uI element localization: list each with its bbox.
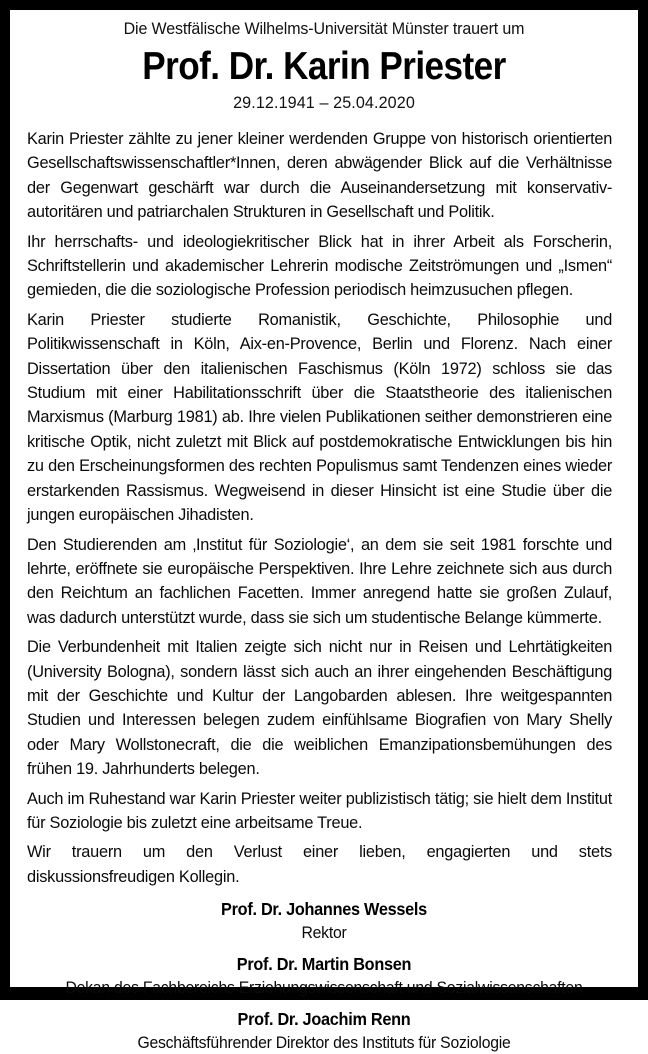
- signatory-role: Rektor: [301, 923, 347, 943]
- body-paragraph: Karin Priester zählte zu jener kleiner werdenden Gruppe von historisch orientierten Gesellschaftswissenschaftler*Innen, deren abwägender Blick auf die Verhältnisse der Gegenwart geschärft war durch die Auseinandersetzung mit konservativ-autoritären und patriarchalen Strukturen in Gesellschaft und Politik.: [27, 129, 613, 222]
- deceased-name: Prof. Dr. Karin Priester: [142, 45, 506, 88]
- obituary-body: [27, 127, 621, 889]
- mourning-institution-line: Die Westfälische Wilhelms-Universität Münster trauert um: [123, 20, 525, 38]
- signatory-role: Dekan des Fachbereichs Erziehungswissenschaft und Sozialwissenschaften: [65, 978, 583, 998]
- life-dates: 29.12.1941 – 25.04.2020: [233, 93, 415, 112]
- signatory-name: Prof. Dr. Joachim Renn: [237, 1009, 411, 1030]
- signatory-name: Prof. Dr. Martin Bonsen: [236, 954, 412, 975]
- signature-block: [27, 898, 621, 944]
- body-paragraph: Auch im Ruhestand war Karin Priester weiter publizistisch tätig; sie hielt dem Institut für Soziologie bis zuletzt eine arbeitsame Treue.: [27, 788, 613, 832]
- signatory-role: Geschäftsführender Direktor des Instituts für Soziologie: [137, 1033, 511, 1053]
- body-paragraph: Ihr herrschafts- und ideologiekritischer Blick hat in ihrer Arbeit als Forscherin, Schriftstellerin und akademischer Lehrerin modische Zeitströmungen und „Ismen“ gemieden, die die soziologische Profession periodisch heimzusuchen pflegen.: [27, 231, 613, 300]
- signatory-name: Prof. Dr. Johannes Wessels: [221, 899, 427, 920]
- body-paragraph: Wir trauern um den Verlust einer lieben, engagierten und stets diskussionsfreudigen Kollegin.: [27, 842, 613, 886]
- body-paragraph: Den Studierenden am ‚Institut für Soziologie‘, an dem sie seit 1981 forschte und lehrte, eröffnete sie europäische Perspektiven. Ihre Lehre zeichnete sich aus durch den Reichtum an fachlichen Facetten. Immer anregend hatte sie großen Zulauf, was dadurch unterstützt wurde, dass sie sich um studentische Belange kümmerte.: [27, 534, 613, 627]
- signature-list: [27, 898, 621, 1054]
- obituary-sheet: [10, 10, 638, 1053]
- body-paragraph: Die Verbundenheit mit Italien zeigte sich nicht nur in Reisen und Lehrtätigkeiten (University Bologna), sondern lässt sich auch an ihrer eingehenden Beschäftigung mit der Geschichte und Kultur der Langobarden ablesen. Ihre weitgespannten Studien und Interessen belegen zudem einfühlsame Biografien von Mary Shelly oder Mary Wollstonecraft, die die weiblichen Emanzipationsbemühungen des frühen 19. Jahrhunderts belegen.: [27, 637, 613, 779]
- body-paragraph: Karin Priester studierte Romanistik, Geschichte, Philosophie und Politikwissenschaft in Köln, Aix-en-Provence, Berlin und Florenz. Nach einer Dissertation über den italienischen Faschismus (Köln 1972) schloss sie das Studium mit einer Habilitationsschrift über die Staatstheorie des italienischen Marxismus (Marburg 1981) ab. Ihre vielen Publikationen seither demonstrieren eine kritische Optik, nicht zuletzt mit Blick auf postdemokratische Entwicklungen bis hin zu den Erscheinungsformen des rechten Populismus samt Tendenzen eines wieder erstarkenden Rassismus. Wegweisend in dieser Hinsicht ist eine Studie über die jungen europäischen Jihadisten.: [27, 309, 613, 525]
- obituary-header: [27, 19, 621, 114]
- signature-block: [27, 953, 621, 999]
- signature-block: [27, 1008, 621, 1054]
